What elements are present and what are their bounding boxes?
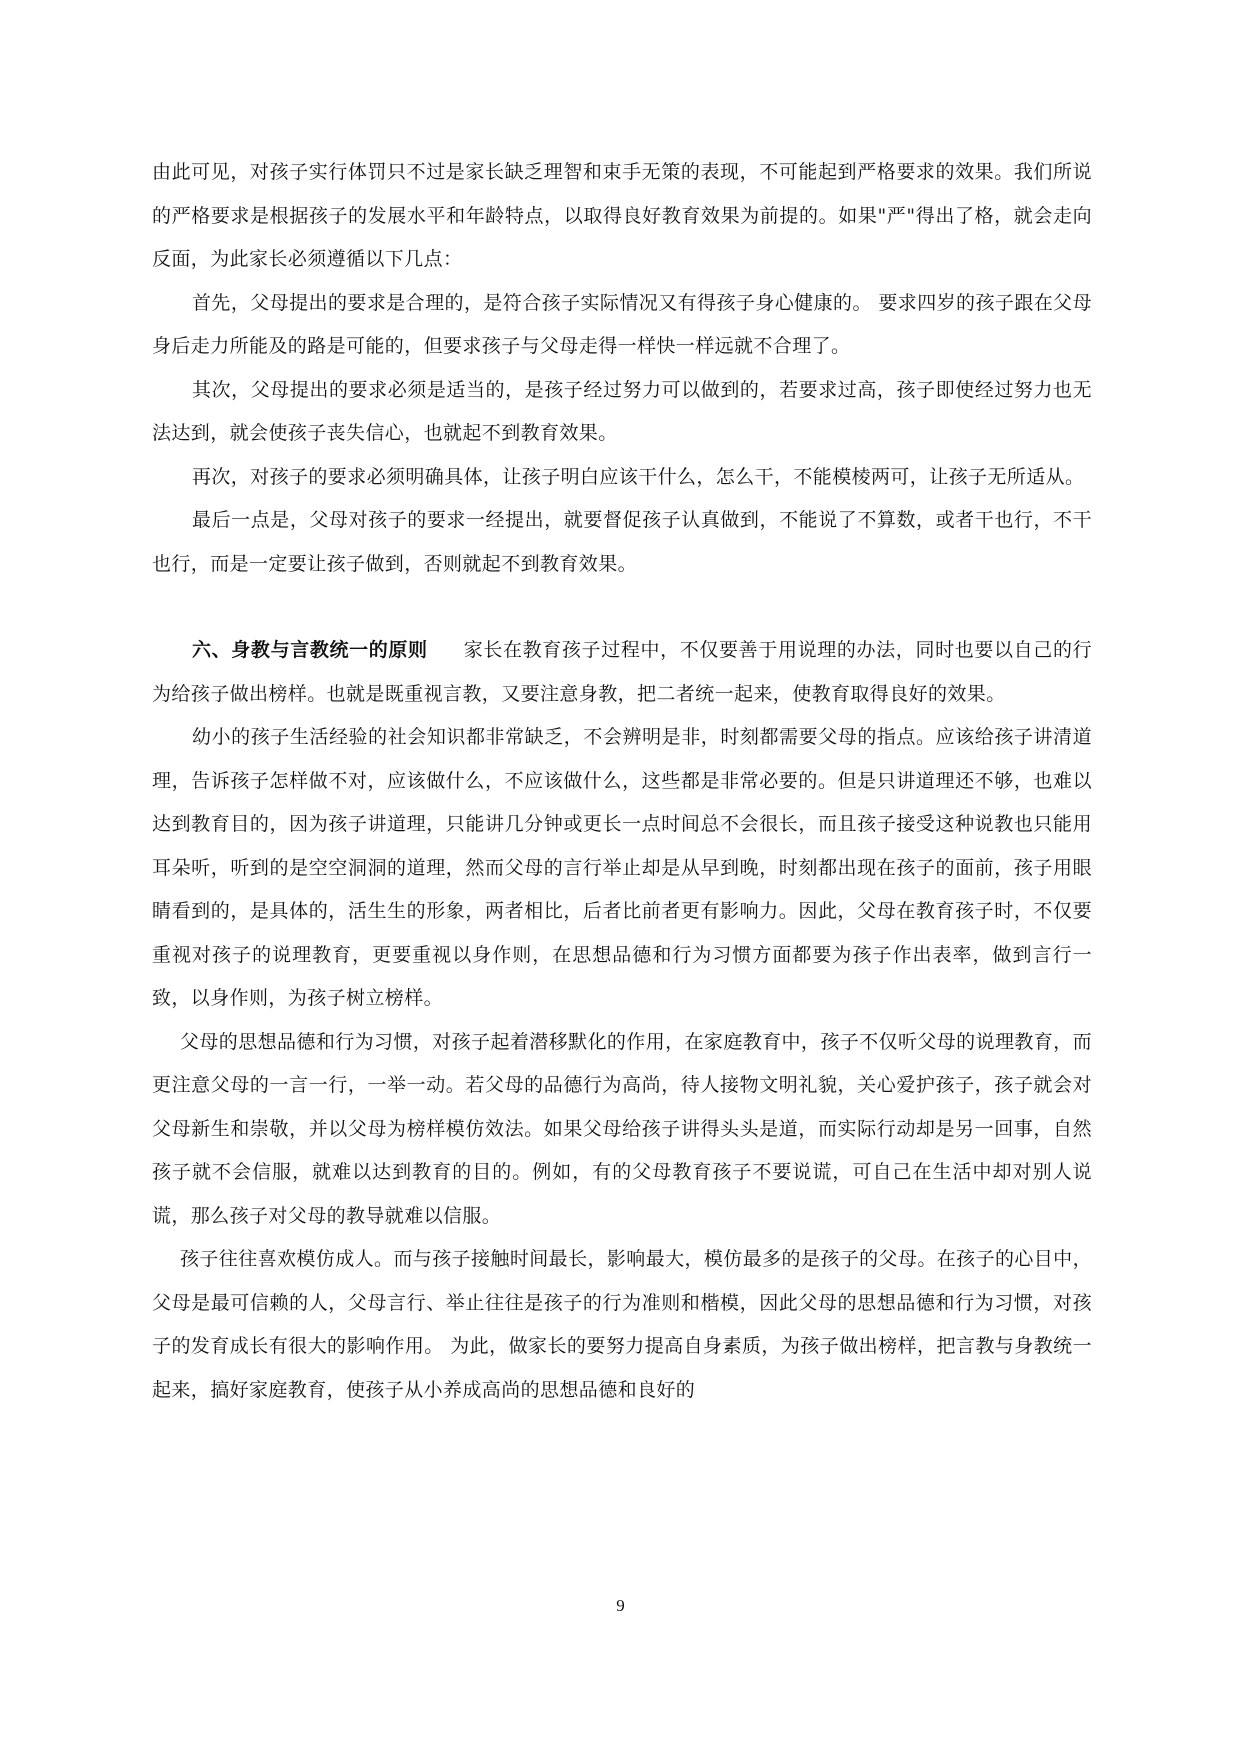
body-paragraph-2: 首先，父母提出的要求是合理的，是符合孩子实际情况又有得孩子身心健康的。 要求四岁的孩子跟在父母身后走力所能及的路是可能的，但要求孩子与父母走得一样快一样远就不合理了。 [152,291,1092,357]
page-body [152,151,1092,1412]
body-paragraph-5: 最后一点是，父母对孩子的要求一经提出，就要督促孩子认真做到，不能说了不算数，或者干也行，不干也行，而是一定要让孩子做到，否则就起不到教育效果。 [152,509,1092,575]
section-paragraph [152,629,1092,716]
body-paragraph-8: 孩子往往喜欢模仿成人。而与孩子接触时间最长，影响最大，模仿最多的是孩子的父母。在孩子的心目中，父母是最可信赖的人，父母言行、举止往往是孩子的行为准则和楷模，因此父母的思想品德和行为习惯，对孩子的发育成长有很大的影响作用。 为此，做家长的要努力提高自身素质，为孩子做出榜样，把言教与身教统一起来，搞好家庭教育，使孩子从小养成高尚的思想品德和良好的 [152,1248,1092,1401]
section-heading: 六、身教与言教统一的原则 [192,639,428,661]
body-paragraph-3: 其次，父母提出的要求必须是适当的，是孩子经过努力可以做到的，若要求过高，孩子即使经过努力也无法达到，就会使孩子丧失信心，也就起不到教育效果。 [152,378,1092,444]
body-paragraph-1: 由此可见，对孩子实行体罚只不过是家长缺乏理智和束手无策的表现，不可能起到严格要求的效果。我们所说的严格要求是根据孩子的发展水平和年龄特点，以取得良好教育效果为前提的。如果"严"得出了格，就会走向反面，为此家长必须遵循以下几点： [152,161,1092,270]
body-paragraph-7: 父母的思想品德和行为习惯，对孩子起着潜移默化的作用，在家庭教育中，孩子不仅听父母的说理教育，而更注意父母的一言一行，一举一动。若父母的品德行为高尚，待人接物文明礼貌，关心爱护孩子，孩子就会对父母新生和崇敬，并以父母为榜样模仿效法。如果父母给孩子讲得头头是道，而实际行动却是另一回事，自然孩子就不会信服，就难以达到教育的目的。例如，有的父母教育孩子不要说谎，可自己在生活中却对别人说谎，那么孩子对父母的教导就难以信服。 [152,1030,1092,1227]
section-intro-text: 家长在教育孩子过程中，不仅要善于用说理的办法，同时也要以自己的行为给孩子做出榜样。也就是既重视言教，又要注意身教，把二者统一起来，使教育取得良好的效果。 [152,639,1092,705]
body-paragraph-6: 幼小的孩子生活经验的社会知识都非常缺乏，不会辨明是非，时刻都需要父母的指点。应该给孩子讲清道理，告诉孩子怎样做不对，应该做什么，不应该做什么，这些都是非常必要的。但是只讲道理还不够，也难以达到教育目的，因为孩子讲道理，只能讲几分钟或更长一点时间总不会很长，而且孩子接受这种说教也只能用耳朵听，听到的是空空洞洞的道理，然而父母的言行举止却是从早到晚，时刻都出现在孩子的面前，孩子用眼睛看到的，是具体的，活生生的形象，两者相比，后者比前者更有影响力。因此，父母在教育孩子时，不仅要重视对孩子的说理教育，更要重视以身作则，在思想品德和行为习惯方面都要为孩子作出表率，做到言行一致，以身作则，为孩子树立榜样。 [152,726,1092,1009]
body-paragraph-4: 再次，对孩子的要求必须明确具体，让孩子明白应该干什么，怎么干，不能模棱两可，让孩子无所适从。 [192,465,1085,488]
page-number: 9 [616,1596,625,1615]
